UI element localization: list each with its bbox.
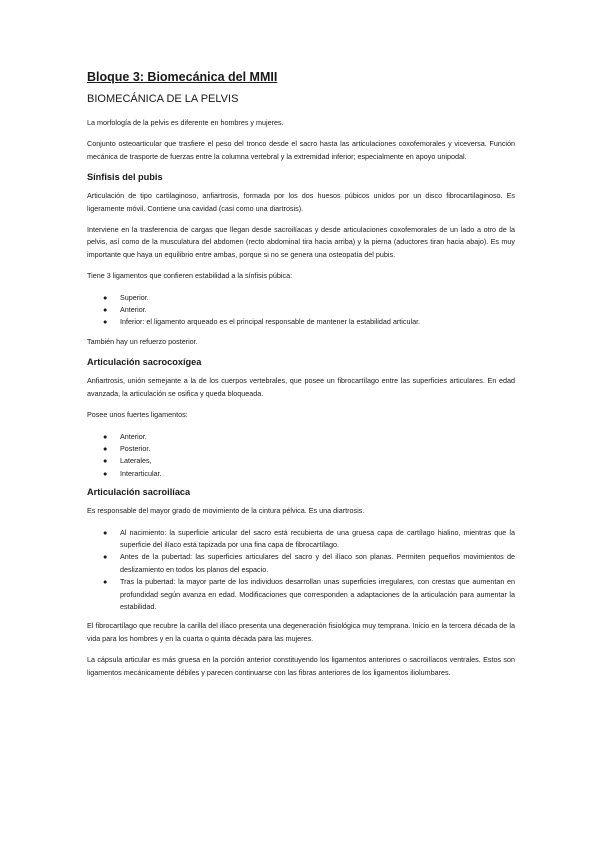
document-title: Bloque 3: Biomecánica del MMII bbox=[87, 70, 278, 84]
bullet-icon: ● bbox=[103, 552, 108, 562]
sinfisis-paragraph-4: También hay un refuerzo posterior. bbox=[87, 336, 198, 346]
list-item-text: Laterales, bbox=[120, 456, 152, 466]
sacroiliaca-paragraph-3: La cápsula articular es más gruesa en la porción anterior constituyendo los ligamentos anteriores o sacroilíacos ventrales. Estos son ligamentos mecánicamente débiles y parecen continuarse con las fibras anteriores de los ligamentos iliolumbares. bbox=[87, 655, 515, 677]
heading-sacroiliaca: Articulación sacroilíaca bbox=[87, 487, 191, 498]
sacrocoxigea-paragraph-2: Posee unos fuertes ligamentos: bbox=[87, 410, 188, 420]
list-item-text: Tras la pubertad: la mayor parte de los individuos desarrollan unas superficies irregulares, con crestas que aumentan en profundidad según avanza en edad. Modificaciones que corresponden a adaptaciones de la articulación para aumentar la estabilidad. bbox=[120, 577, 515, 611]
bullet-icon: ● bbox=[103, 577, 108, 587]
intro-paragraph-1: La morfología de la pelvis es diferente en hombres y mujeres. bbox=[87, 118, 284, 127]
sinfisis-paragraph-2: Interviene en la trasferencia de cargas que llegan desde sacroilíacas y desde articulaciones coxofemorales de un lado a otro de la pelvis, así como de la musculatura del abdomen (recto abdominal tira hacia arriba) y la pierna (aductores tiran hacia abajo). Es muy importante que haya un equilibrio entre ambas, porque si no se genera una osteopatía del pubis. bbox=[87, 225, 515, 259]
list-item bbox=[87, 316, 515, 328]
list-item bbox=[87, 455, 515, 467]
bullet-icon: ● bbox=[103, 305, 108, 315]
list-item-text: Anterior. bbox=[120, 305, 147, 315]
list-item bbox=[87, 527, 515, 552]
sacroiliaca-paragraph-2: El fibrocartílago que recubre la carilla del ilíaco presenta una degeneración fisiológica muy temprana. Inicio en la tercera década de la vida para los hombres y en la cuarta o quinta década para las mujeres. bbox=[87, 621, 515, 643]
list-item-text: Interarticular. bbox=[120, 468, 162, 478]
sinfisis-ligament-list bbox=[87, 292, 515, 329]
list-item bbox=[87, 576, 515, 613]
document-page bbox=[87, 70, 515, 688]
bullet-icon: ● bbox=[103, 468, 108, 478]
list-item-text: Superior. bbox=[120, 292, 149, 302]
list-item bbox=[87, 292, 515, 304]
list-item bbox=[87, 431, 515, 443]
sinfisis-paragraph-3: Tiene 3 ligamentos que confieren estabilidad a la sínfisis púbica: bbox=[87, 271, 293, 281]
heading-sinfisis: Sínfisis del pubis bbox=[87, 172, 163, 183]
list-item-text: Posterior. bbox=[120, 443, 151, 453]
sacroiliaca-development-list bbox=[87, 527, 515, 614]
bullet-icon: ● bbox=[103, 456, 108, 466]
bullet-icon: ● bbox=[103, 292, 108, 302]
sacrocoxigea-paragraph-1: Anfiartrosis, unión semejante a la de los cuerpos vertebrales, que posee un fibrocartílago entre las superficies articulares. En edad avanzada, la articulación se osifica y queda bloqueada. bbox=[87, 376, 515, 398]
intro-paragraph-2: Conjunto osteoarticular que trasfiere el peso del tronco desde el sacro hasta las articulaciones coxofemorales y viceversa. Función mecánica de trasporte de fuerzas entre la columna vertebral y la extremidad inferior; especialmente en apoyo unipodal. bbox=[87, 139, 515, 161]
list-item-text: Antes de la pubertad: las superficies articulares del sacro y del ilíaco son planas. Permiten pequeños movimientos de deslizamiento en todos los planos del espacio. bbox=[120, 552, 515, 574]
list-item bbox=[87, 468, 515, 480]
bullet-icon: ● bbox=[103, 317, 108, 327]
list-item-text: Anterior. bbox=[120, 431, 147, 441]
sinfisis-paragraph-1: Articulación de tipo cartilaginoso, anfiartrosis, formada por los dos huesos púbicos unidos por un disco fibrocartilaginoso. Es ligeramente móvil. Contiene una cavidad (casi como una diartrosis). bbox=[87, 191, 515, 213]
list-item bbox=[87, 551, 515, 576]
bullet-icon: ● bbox=[103, 431, 108, 441]
list-item bbox=[87, 304, 515, 316]
list-item bbox=[87, 443, 515, 455]
sacroiliaca-paragraph-1: Es responsable del mayor grado de movimiento de la cintura pélvica. Es una diartrosis. bbox=[87, 506, 365, 516]
section-title: BIOMECÁNICA DE LA PELVIS bbox=[87, 93, 239, 105]
bullet-icon: ● bbox=[103, 527, 108, 537]
sacrocoxigea-ligament-list bbox=[87, 431, 515, 481]
heading-sacrocoxigea: Articulación sacrocoxígea bbox=[87, 357, 202, 368]
list-item-text: Al nacimiento: la superficie articular del sacro está recubierta de una gruesa capa de cartílago hialino, mientras que la superficie del ilíaco está tapizada por una fina capa de fibrocartílago. bbox=[120, 527, 515, 549]
list-item-text: Inferior: el ligamento arqueado es el principal responsable de mantener la estabilidad articular. bbox=[120, 317, 421, 327]
bullet-icon: ● bbox=[103, 443, 108, 453]
